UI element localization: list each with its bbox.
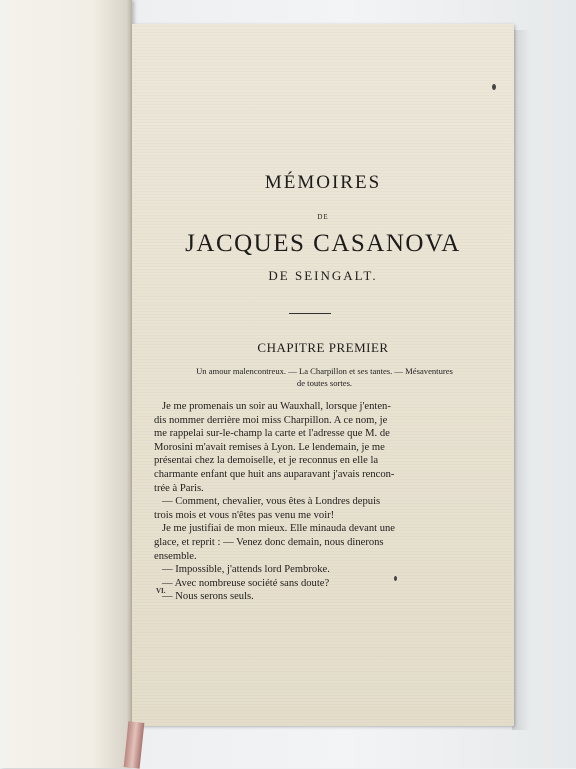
book-page xyxy=(132,24,514,726)
text-line: charmante enfant que huit ans auparavant j'avais rencon- xyxy=(154,468,395,480)
summary-line: de toutes sortes. xyxy=(296,378,353,388)
text-line: — Comment, chevalier, vous êtes à Londres depuis xyxy=(162,496,381,508)
book-title: MÉMOIRES xyxy=(264,172,382,193)
text-line: — Nous serons seuls. xyxy=(162,591,254,603)
text-line: glace, et reprit : — Venez donc demain, nous dinerons xyxy=(154,536,384,548)
text-line: trois mois et vous n'êtes pas venu me voir! xyxy=(154,509,335,521)
body-text xyxy=(154,400,500,604)
text-line: Morosini m'avait remises à Lyon. Le lendemain, je me xyxy=(154,441,385,453)
text-line: — Impossible, j'attends lord Pembroke. xyxy=(162,564,330,576)
text-line: Je me promenais un soir au Wauxhall, lorsque j'enten- xyxy=(162,401,391,412)
title-preposition: DE xyxy=(317,213,329,221)
page-shadow xyxy=(512,30,530,730)
chapter-summary xyxy=(152,365,497,389)
text-line: dis nommer derrière moi miss Charpillon. A ce nom, je xyxy=(154,414,388,426)
text-line: — Avec nombreuse société sans doute? xyxy=(162,577,330,589)
signature-mark: VI. xyxy=(156,587,166,595)
text-line: me rappelai sur-le-champ la carte et l'adresse que M. de xyxy=(154,428,390,440)
chapter-title: CHAPITRE PREMIER xyxy=(257,340,389,355)
text-line: Je me justifiai de mon mieux. Elle minauda devant une xyxy=(162,523,396,535)
text-line: trée à Paris. xyxy=(154,482,204,494)
ink-speck xyxy=(492,84,496,90)
text-line: présentai chez la demoiselle, et je reconnus en elle la xyxy=(154,455,379,467)
author-subtitle: DE SEINGALT. xyxy=(268,268,378,283)
summary-line: Un amour malencontreux. — La Charpillon et ses tantes. — Mésaventures xyxy=(196,366,453,376)
author-name: JACQUES CASANOVA xyxy=(185,230,461,257)
left-page xyxy=(0,0,132,768)
ink-speck xyxy=(394,576,397,581)
divider-rule xyxy=(289,313,331,314)
text-line: ensemble. xyxy=(154,550,197,562)
